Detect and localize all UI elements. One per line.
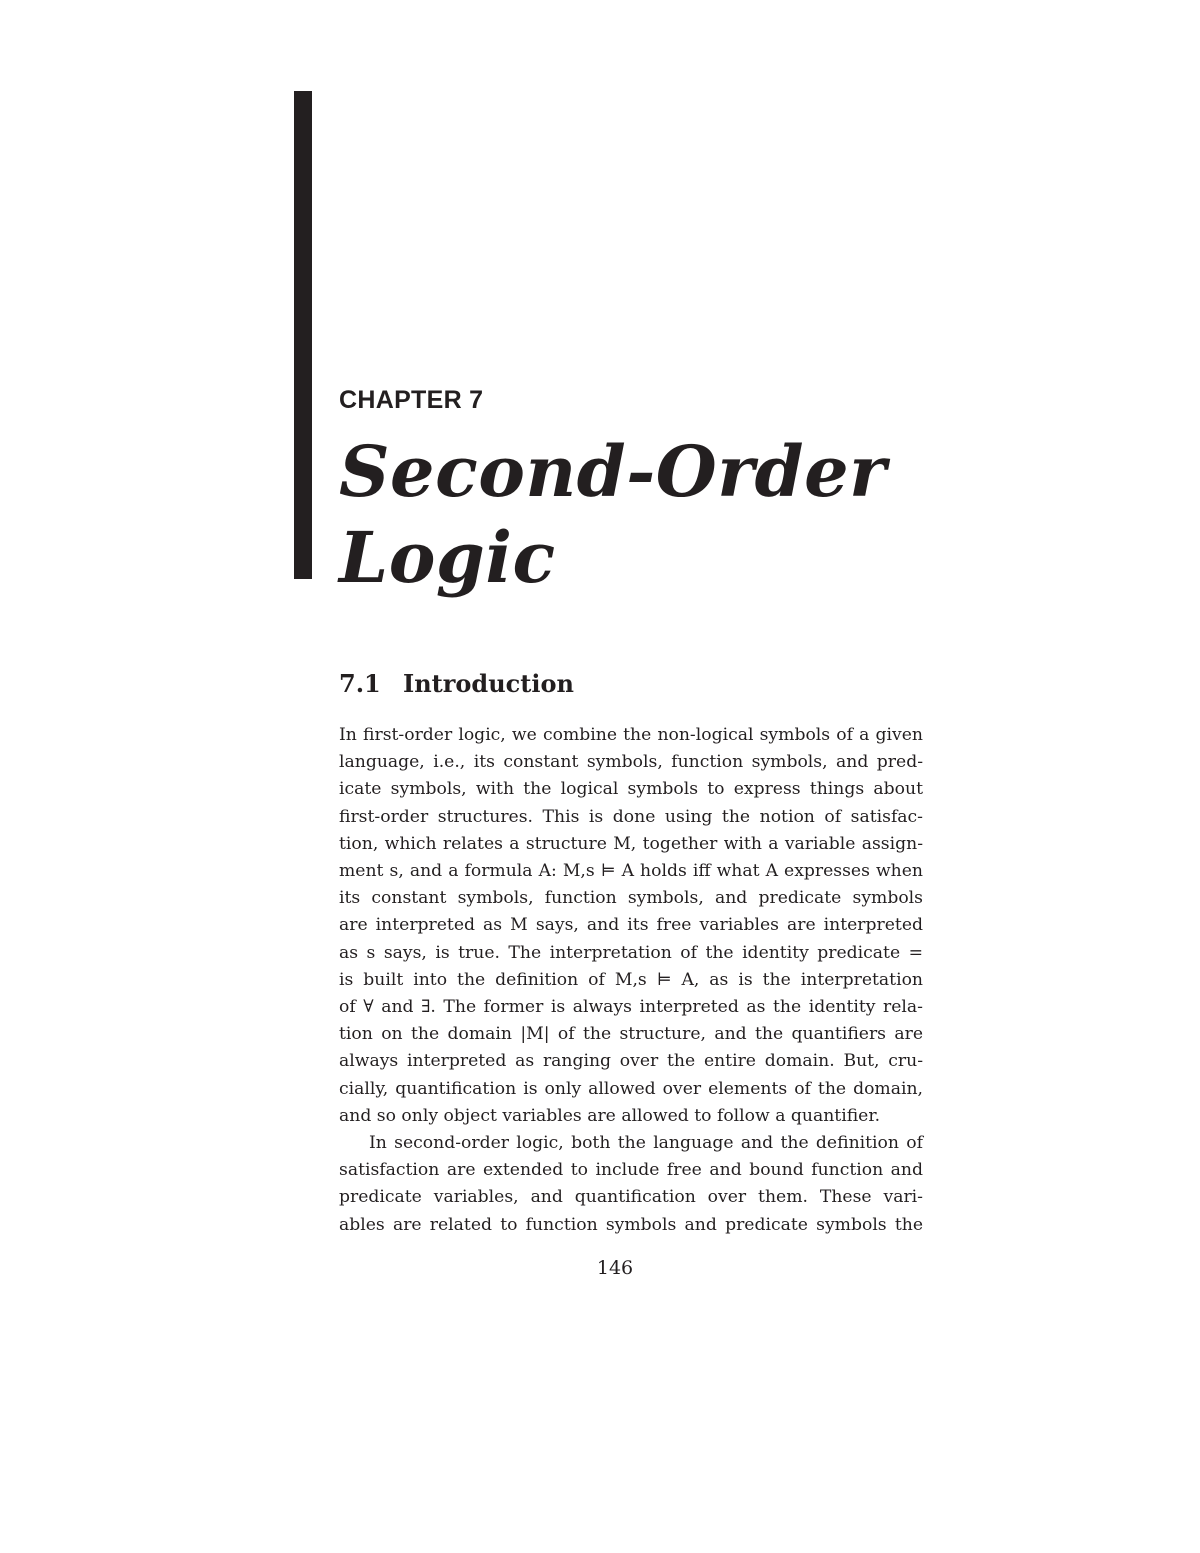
text-line: always interpreted as ranging over the entire domain. But, cru- xyxy=(339,1051,923,1072)
text-line: tion on the domain |M| of the structure, and the quantifiers are xyxy=(339,1024,923,1045)
paragraph xyxy=(339,1130,923,1239)
chapter-title-line: Logic xyxy=(339,516,556,599)
section-heading xyxy=(339,666,574,702)
body-text xyxy=(339,722,923,1239)
section-number: 7.1 xyxy=(339,669,381,698)
text-line: first-order structures. This is done using the notion of satisfac- xyxy=(339,806,923,827)
text-line: language, i.e., its constant symbols, function symbols, and pred- xyxy=(339,752,923,773)
text-line: predicate variables, and quantification over them. These vari- xyxy=(339,1187,923,1208)
chapter-bar-decoration xyxy=(294,91,312,579)
chapter-title xyxy=(339,429,939,601)
text-line: as s says, is true. The interpretation of the identity predicate = xyxy=(339,942,923,963)
text-line: cially, quantification is only allowed over elements of the domain, xyxy=(339,1078,923,1099)
text-line: icate symbols, with the logical symbols to express things about xyxy=(339,779,923,800)
text-line: tion, which relates a structure M, together with a variable assign- xyxy=(339,833,923,854)
text-line: is built into the definition of M,s ⊨ A, as is the interpretation xyxy=(339,969,923,990)
text-line: its constant symbols, function symbols, and predicate symbols xyxy=(339,888,923,909)
chapter-title-line: Second-Order xyxy=(339,430,887,513)
text-line: of ∀ and ∃. The former is always interpreted as the identity rela- xyxy=(339,997,923,1018)
section-title: Introduction xyxy=(403,669,574,698)
text-line: are interpreted as M says, and its free variables are interpreted xyxy=(339,915,923,936)
paragraph xyxy=(339,722,923,1130)
text-line: satisfaction are extended to include free and bound function and xyxy=(339,1160,923,1181)
text-line: ables are related to function symbols and predicate symbols the xyxy=(339,1214,923,1235)
page-number: 146 xyxy=(596,1257,634,1279)
text-line: In second-order logic, both the language and the definition of xyxy=(369,1133,923,1154)
text-line: ment s, and a formula A: M,s ⊨ A holds iff what A expresses when xyxy=(339,861,923,882)
text-line: In first-order logic, we combine the non-logical symbols of a given xyxy=(339,725,923,745)
chapter-label: CHAPTER 7 xyxy=(339,386,484,414)
text-line: and so only object variables are allowed to follow a quantifier. xyxy=(339,1105,881,1126)
